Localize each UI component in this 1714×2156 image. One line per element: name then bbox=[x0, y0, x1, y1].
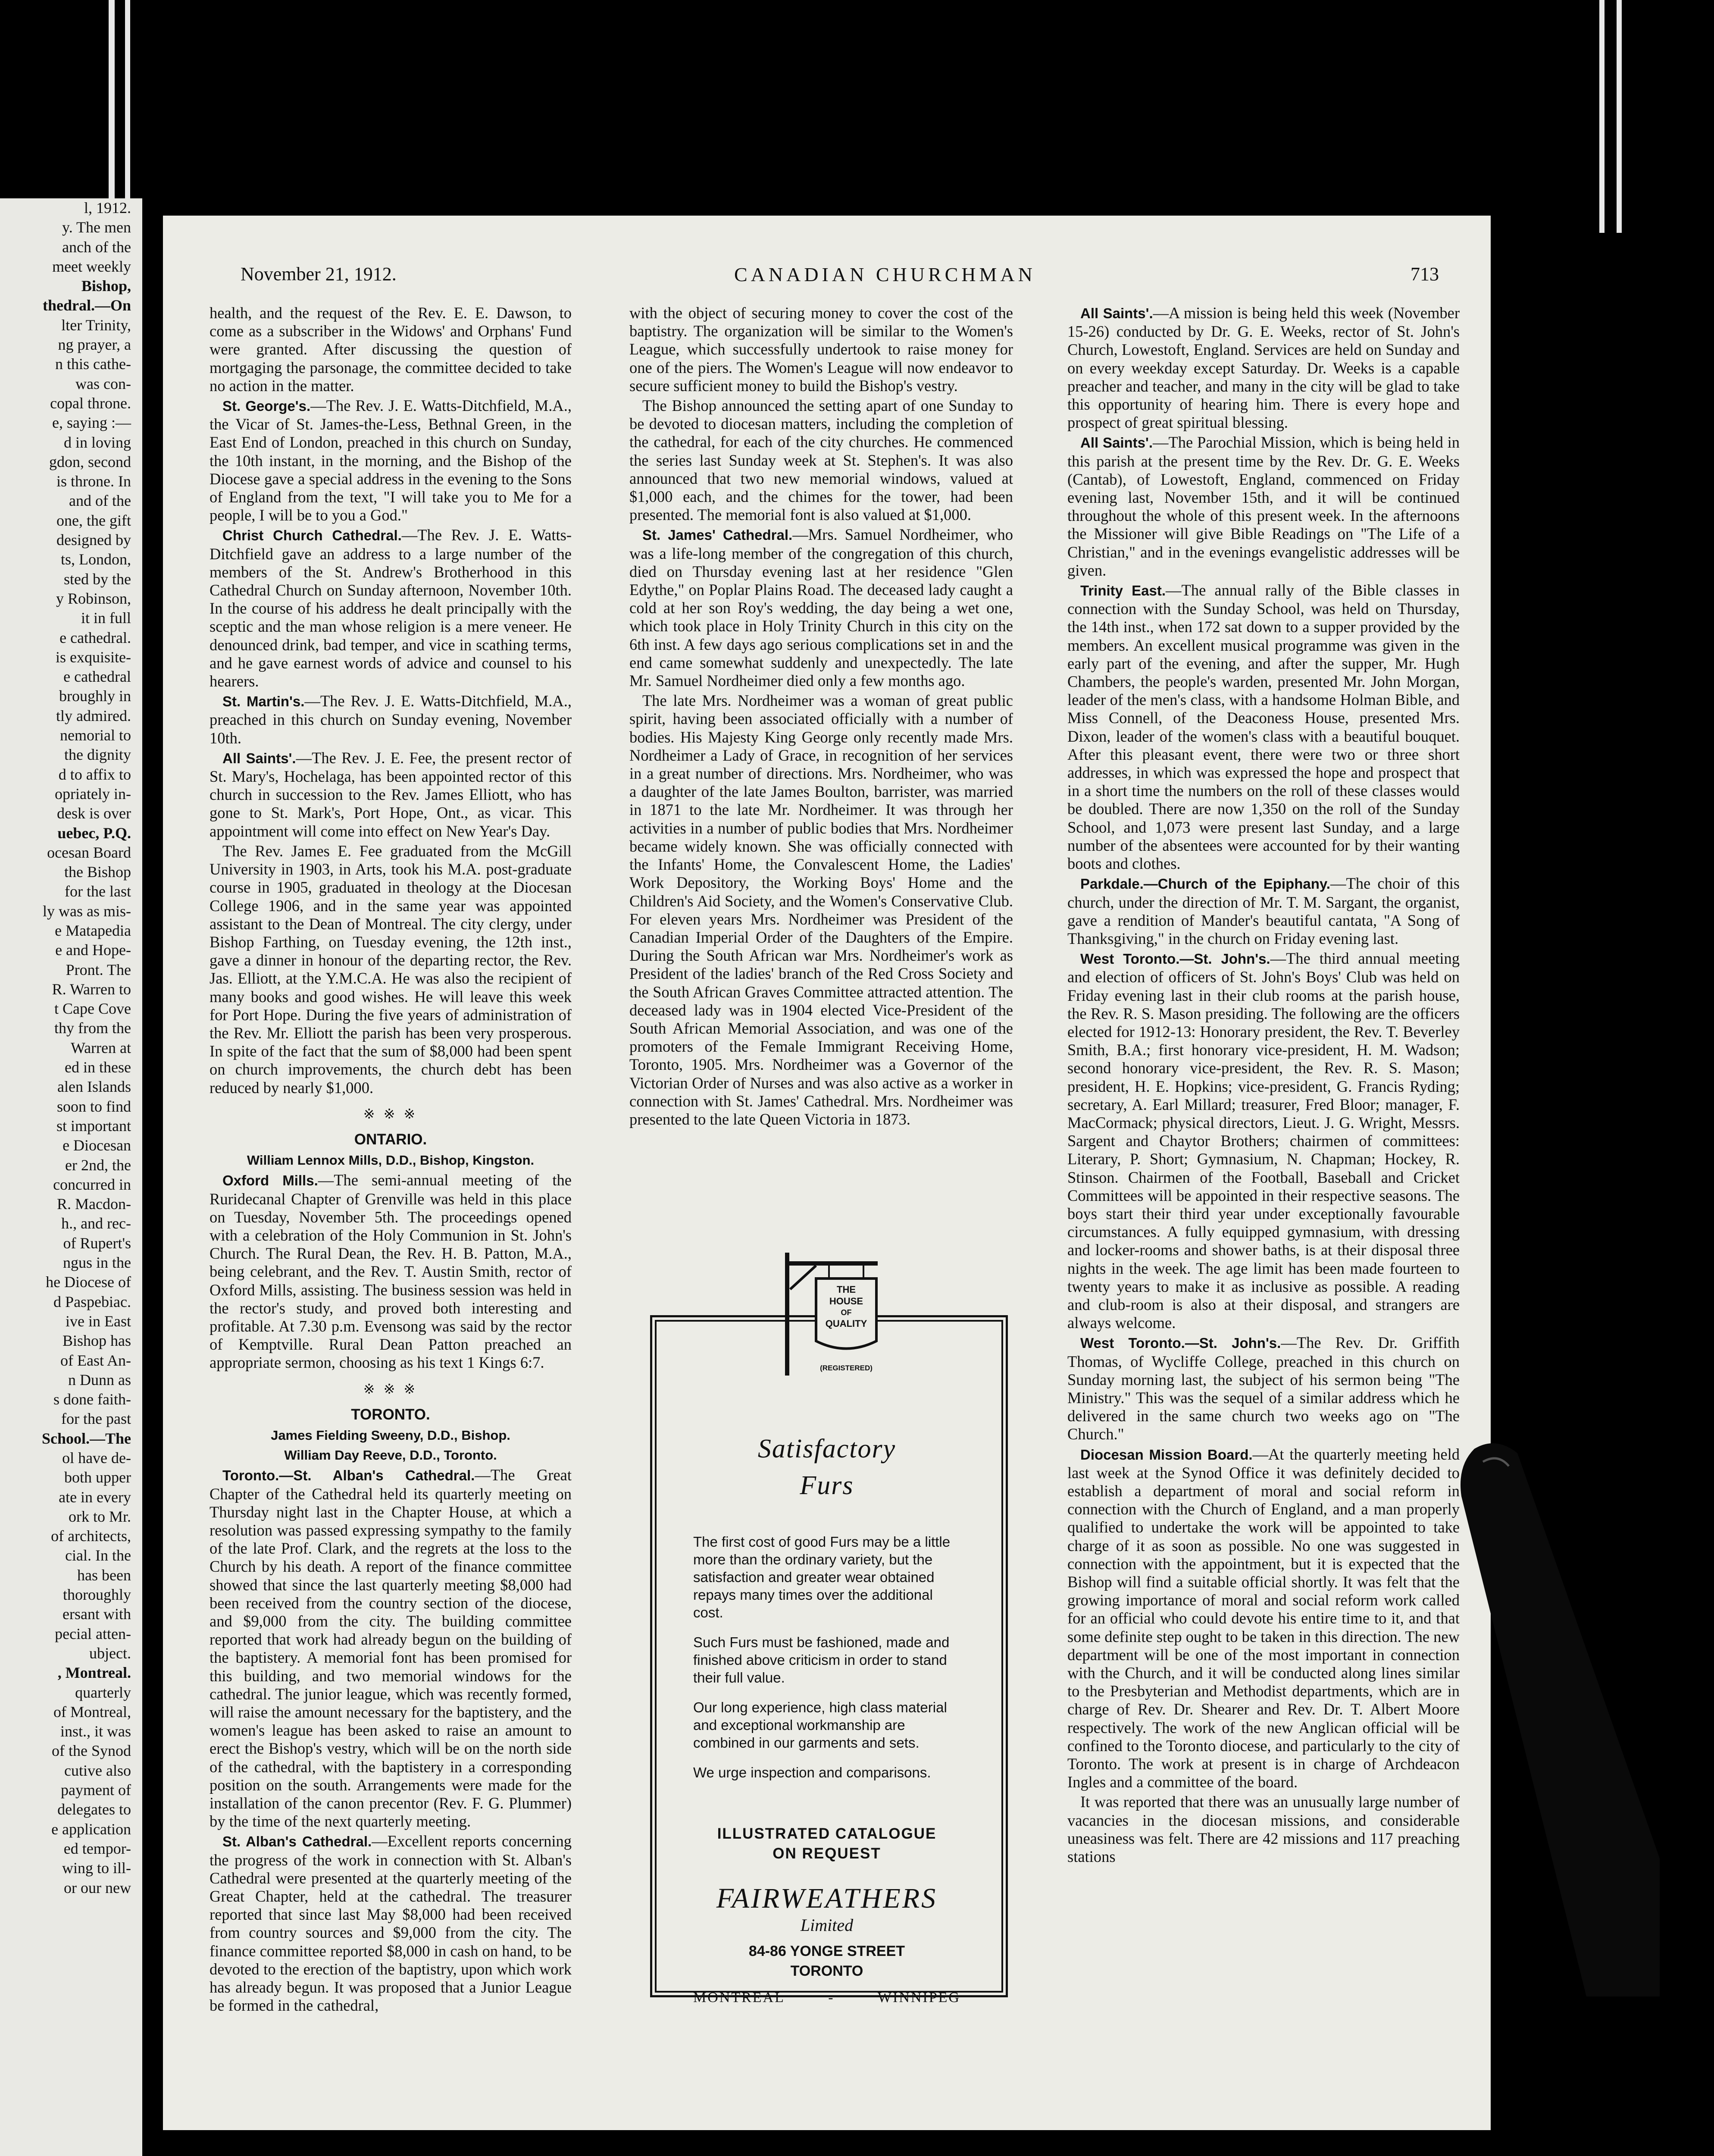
scan-bar-left bbox=[109, 0, 115, 224]
article-column-3 bbox=[1067, 304, 1460, 1868]
facing-page-line: e Matapedia bbox=[55, 921, 131, 939]
scan-bar-right-2 bbox=[1617, 0, 1622, 233]
facing-page-line: ngus in the bbox=[63, 1254, 131, 1272]
bishop-line: William Lennox Mills, D.D., Bishop, Kingston. bbox=[247, 1153, 535, 1168]
article-heading: Christ Church Cathedral. bbox=[222, 527, 402, 544]
catalogue-line-1: ILLUSTRATED CATALOGUE bbox=[717, 1825, 937, 1842]
advertiser-name: FAIRWEATHERS bbox=[716, 1883, 938, 1914]
ad-paragraph: We urge inspection and comparisons. bbox=[693, 1764, 931, 1780]
sign-line-1: THE bbox=[837, 1284, 856, 1295]
section-ornament: ※ ※ ※ bbox=[363, 1381, 418, 1397]
facing-page-line: d in loving bbox=[63, 433, 131, 451]
facing-page-line: d to affix to bbox=[58, 765, 131, 783]
article-paragraph bbox=[210, 842, 572, 1097]
facing-page-line: y. The men bbox=[62, 219, 131, 236]
facing-page-line: s done faith- bbox=[53, 1391, 131, 1408]
article-paragraph bbox=[210, 526, 572, 690]
article-text: —A mission is being held this week (November 15-26) conducted by Dr. G. E. Weeks, rector of St. John's Church, Lowestoft, England. Services are held on Sunday and on every weekday except Saturday. Dr. Weeks is a capable preacher and teacher, and many in the city will be glad to take this opportunity of hearing him. There is every hope and prospect of great spiritual blessing. bbox=[1067, 304, 1460, 432]
article-paragraph bbox=[629, 397, 1013, 524]
article-paragraph bbox=[1067, 1445, 1460, 1792]
facing-page-line: it in full bbox=[81, 609, 131, 627]
facing-page-line: n this cathe- bbox=[55, 355, 131, 373]
article-text: The Bishop announced the setting apart of one Sunday to be devoted to diocesan matters, including the completion of the cathedral, for each of the city churches. He commenced the series last Sunday week at St. Stephen's. It was also announced that two new memorial windows, valued at $1,000 each, and the chimes for the tower, had been presented. The memorial font is also valued at $1,000. bbox=[629, 397, 1013, 524]
facing-page-line: alen Islands bbox=[57, 1078, 131, 1096]
facing-page-line: wing to ill- bbox=[62, 1859, 131, 1877]
article-text: —The choir of this church, under the direction of Mr. T. M. Sargant, the organist, gave a rendition of Mander's beautiful cantata, "A Song of Thanksgiving," in the church on Friday evening last. bbox=[1067, 874, 1460, 947]
facing-page-line: Bishop has bbox=[62, 1332, 131, 1350]
facing-page-line: n Dunn as bbox=[68, 1371, 131, 1388]
facing-page-line: tly admired. bbox=[56, 707, 131, 724]
facing-page-line: ate in every bbox=[59, 1488, 131, 1506]
facing-page-line: uebec, P.Q. bbox=[57, 824, 131, 842]
facing-page-line: desk is over bbox=[57, 805, 131, 822]
facing-page-line: the Bishop bbox=[64, 863, 131, 881]
facing-page-line: of Rupert's bbox=[63, 1234, 131, 1252]
article-text: —The annual rally of the Bible classes in connection with the Sunday School, was held on Thursday, the 14th inst., when 172 sat down to a supper provided by the members. An excellent musical programme was given in the early part of the evening, and after the supper, Mr. Hugh Chambers, the people's warden, presented Mr. John Morgan, leader of the men's class, with a handsome Holman Bible, and Miss Connell, of the Deaconess House, presented Mrs. Dixon, leader of the women's class with a beautiful bouquet. After this pleasant event, there were two or three short addresses, in which was expressed the hope and prospect that in a short time the numbers on the roll of these classes would be doubled. There are now 1,350 on the roll of the Sunday School, and 1,073 were present last Sunday, and a large number of the absentees were accounted for by their wanting boots and clothes. bbox=[1067, 581, 1460, 873]
catalogue-line-2: ON REQUEST bbox=[773, 1845, 881, 1862]
facing-page-line: was con- bbox=[75, 375, 131, 392]
facing-page-line: and of the bbox=[69, 492, 131, 510]
sign-line-3: OF bbox=[841, 1308, 852, 1317]
article-heading: All Saints'. bbox=[222, 750, 296, 766]
ad-headline-1: Satisfactory bbox=[757, 1434, 896, 1463]
facing-page-line: R. Warren to bbox=[52, 980, 131, 998]
article-heading: St. George's. bbox=[222, 398, 311, 414]
facing-page-line: ol have de- bbox=[62, 1449, 131, 1467]
facing-page-line: for the past bbox=[61, 1410, 131, 1428]
facing-page-line: h., and rec- bbox=[61, 1215, 131, 1232]
article-paragraph bbox=[210, 692, 572, 747]
article-paragraph bbox=[210, 1466, 572, 1830]
article-paragraph bbox=[210, 397, 572, 524]
facing-page-line: ork to Mr. bbox=[68, 1507, 131, 1525]
facing-page-line: School.—The bbox=[41, 1429, 131, 1447]
scan-bar-right bbox=[1599, 0, 1605, 233]
article-heading: All Saints'. bbox=[1080, 435, 1153, 451]
facing-page-line: sted by the bbox=[64, 570, 131, 588]
article-text: —The Rev. J. E. Fee, the present rector of St. Mary's, Hochelaga, has been appointed rector of this church in succession to the Rev. James Elliott, who has gone to St. Mark's, Port Hope, Ont., as vicar. This appointment will come into effect on New Year's Day. bbox=[210, 749, 572, 840]
facing-page-line: Pront. The bbox=[66, 961, 131, 978]
article-heading: Parkdale.—Church of the Epiphany. bbox=[1080, 876, 1330, 892]
article-text: The late Mrs. Nordheimer was a woman of great public spirit, having been associated officially with a number of bodies. His Majesty King George only recently made Mrs. Nordheimer a Lady of Grace, in recognition of her services in a great number of directions. Mrs. Nordheimer, who was a daughter of the late James Boulton, barrister, was married in 1871 to the late Mr. Nordheimer. It was through her activities in a number of public bodies that Mrs. Nordheimer became widely known. She was officially connected with the Infants' Home, the Convalescent Home, the Ladies' Work Depository, the Working Boys' Home and the Children's Aid Society, and the Women's Conservative Club. For eleven years Mrs. Nordheimer was President of the Canadian Imperial Order of the Daughters of the Empire. During the South African war Mrs. Nordheimer's work as President of the ladies' branch of the Red Cross Society and the South African Graves Committee attracted attention. The deceased lady was in 1904 elected Vice-President of the South African Memorial Association, and was one of the promoters of the Female Immigrant Receiving Home, Toronto, 1905. Mrs. Nordheimer was a Governor of the Victorian Order of Nurses and was also active as a worker in connection with St. James' Cathedral. Mrs. Nordheimer was presented to the late Queen Victoria in 1873. bbox=[629, 692, 1013, 1128]
facing-page-line: thy from the bbox=[54, 1019, 131, 1037]
bishop-line: James Fielding Sweeny, D.D., Bishop. bbox=[271, 1427, 510, 1443]
facing-page-line: quarterly bbox=[75, 1683, 131, 1701]
facing-page-line: ocesan Board bbox=[47, 843, 131, 861]
city: TORONTO bbox=[790, 1963, 863, 1979]
facing-page-line: he Diocese of bbox=[46, 1273, 131, 1291]
facing-page-line: gdon, second bbox=[49, 453, 131, 470]
article-text: —The Rev. Dr. Griffith Thomas, of Wycliffe College, preached in this church on Sunday morning last, the subject of his sermon being "The Ministry." This was the sequel of a similar address which he delivered in the same church two weeks ago on "The Church." bbox=[1067, 1334, 1460, 1443]
article-heading: St. James' Cathedral. bbox=[642, 527, 793, 543]
article-heading: West Toronto.—St. John's. bbox=[1080, 1335, 1281, 1351]
article-text: —Excellent reports concerning the progress of the work in connection with St. Alban's Cathedral were presented at the quarterly meeting of the Great Chapter, held at the cathedral. The treasurer reported that since last May $8,000 had been received from country sources and $9,000 from the city. The finance committee reported $8,000 in cash on hand, to be devoted to the erection of the baptistry, upon which work has already begun. It was proposed that a Junior League be formed in the cathedral, bbox=[210, 1832, 572, 2015]
article-paragraph bbox=[210, 749, 572, 840]
facing-page-line: e, saying :— bbox=[52, 414, 131, 432]
facing-page-line: st important bbox=[56, 1117, 131, 1134]
facing-page-line: e cathedral bbox=[63, 668, 131, 686]
diocese-heading: ONTARIO. bbox=[354, 1131, 427, 1148]
facing-page-line: , Montreal. bbox=[57, 1664, 131, 1682]
facing-page-line: for the last bbox=[65, 883, 131, 900]
article-heading: St. Martin's. bbox=[222, 693, 305, 710]
branch-winnipeg: WINNIPEG bbox=[877, 1990, 960, 2006]
facing-page-line: concurred in bbox=[53, 1175, 131, 1193]
article-paragraph bbox=[629, 526, 1013, 690]
facing-page-line: anch of the bbox=[62, 238, 131, 256]
facing-page-line: broughly in bbox=[59, 687, 131, 705]
facing-page-line: cutive also bbox=[64, 1761, 131, 1779]
ad-paragraph: Our long experience, high class material and exceptional workmanship are combined in our garments and sets. bbox=[693, 1699, 947, 1751]
article-paragraph bbox=[1067, 304, 1460, 432]
article-paragraph bbox=[1067, 581, 1460, 873]
facing-page-line: is throne. In bbox=[56, 473, 131, 490]
article-text: —The Rev. J. E. Watts-Ditchfield, M.A., preached in this church on Sunday evening, November 10th. bbox=[210, 692, 572, 747]
sign-line-2: HOUSE bbox=[829, 1296, 863, 1307]
facing-page-line: of Montreal, bbox=[53, 1703, 131, 1720]
article-text: The Rev. James E. Fee graduated from the McGill University in 1903, in Arts, took his M.A. post-graduate course in 1905, graduated in theology at the Diocesan College 1906, and in the same year was appointed assistant to the Dean of Montreal. The city clergy, under Bishop Farthing, on Tuesday evening, the 12th inst., gave a dinner in honour of the departing rector, the Rev. Jas. Elliott, at the Y.M.C.A. He was also the recipient of many books and good wishes. He will leave this week for Port Hope. During the five years of administration of the Rev. Mr. Elliott the parish has been very prosperous. In spite of the fact that the sum of $8,000 had been spent on church improvements, the church debt has been reduced by nearly $1,000. bbox=[210, 842, 572, 1097]
article-text: with the object of securing money to cover the cost of the baptistry. The organization will be similar to the Women's League, which successfully undertook to raise money for one of the piers. The Women's League will now endeavor to secure sufficient money to build the Bishop's vestry. bbox=[629, 304, 1013, 395]
facing-page-line: er 2nd, the bbox=[65, 1156, 131, 1174]
ad-paragraph: Such Furs must be fashioned, made and finished above criticism in order to stand their full value. bbox=[693, 1634, 950, 1686]
article-text: —The Parochial Mission, which is being held in this parish at the present time by the Rev. Dr. G. E. Weeks (Cantab), of Lowestoft, England, commenced on Friday evening last, November 15th, and it will be continued throughout the whole of this present week. In the afternoons the Missioner will give Bible Readings on "The Life of a Christian," and in the evenings evangelistic addresses will be given. bbox=[1067, 433, 1460, 579]
article-paragraph bbox=[210, 304, 572, 395]
page-number: 713 bbox=[1411, 263, 1439, 285]
article-paragraph bbox=[1067, 433, 1460, 580]
facing-page-line: ive in East bbox=[66, 1312, 131, 1330]
issue-date: November 21, 1912. bbox=[241, 263, 397, 285]
facing-page-line: thoroughly bbox=[63, 1586, 131, 1604]
facing-page-line: one, the gift bbox=[56, 511, 131, 529]
facing-page-line: ersant with bbox=[63, 1605, 131, 1623]
article-text: —At the quarterly meeting held last week at the Synod Office it was definitely decided to establish a department of moral and social reform in connection with the Church of England, and a man properly qualified to undertake the work will be appointed to take charge of it as soon as possible. No one was suggested in connection with the appointment, but it is expected that the Bishop will find a suitable official shortly. It was felt that the growing importance of moral and social reform work called for an official who could devote his entire time to it, and that some definite step ought to be taken in this direction. The new department will be one of the most important in connection with the Church, and it will be conducted along lines similar to the Presbyterian and Methodist departments, which are in charge of Rev. Dr. Shearer and Rev. Dr. T. Albert Moore respectively. The work of the new Anglican official will be confined to the Toronto diocese, and particularly to the city of Toronto. The work at present is in charge of Archdeacon Ingles and a committee of the board. bbox=[1067, 1445, 1460, 1791]
article-text: —The third annual meeting and election of officers of St. John's Boys' Club was held on Friday evening last in their club rooms at the parish house, the Rev. R. S. Mason presiding. The following are the officers elected for 1912-13: Honorary president, the Rev. T. Beverley Smith, B.A.; first honorary vice-president, H. M. Wadson; second honorary vice-president, the Rev. R. S. Mason; president, H. E. Hopkins; vice-president, G. Francis Ryding; secretary, A. Earl Millard; treasurer, Fred Bloor; manager, F. MacCormack; physical directors, Lieut. J. G. Wright, Messrs. Sargent and Chaytor Brothers; chairmen of committees: Literary, P. Short; Gymnasium, N. Chapman; Hockey, R. Stinson. Chairmen of the Football, Baseball and Cricket Committees will be appointed in their respective seasons. The boys start their third year under exceptionally favourable circumstances. A fully equipped gymnasium, with dressing and locker-rooms and shower baths, is at their disposal three nights in the week. The age limit has been made fourteen to twenty years to make it as inclusive as possible. A reading and club-room is also at their disposal, and strangers are always welcome. bbox=[1067, 950, 1460, 1332]
advertiser-address bbox=[693, 1941, 960, 1981]
facing-page-line: of East An- bbox=[60, 1351, 131, 1369]
section-ornament: ※ ※ ※ bbox=[363, 1106, 418, 1122]
newspaper-page bbox=[163, 216, 1491, 2130]
finger-silhouette bbox=[1457, 1436, 1664, 1996]
ad-headline-2: Furs bbox=[800, 1471, 854, 1500]
article-text: It was reported that there was an unusually large number of vacancies in the diocesan missions, and considerable uneasiness was felt. There are 42 missions and 117 preaching stations bbox=[1067, 1793, 1460, 1866]
facing-page-line: d Paspebiac. bbox=[53, 1293, 131, 1310]
article-paragraph bbox=[1067, 874, 1460, 948]
scan-bar-left-2 bbox=[125, 0, 130, 224]
facing-page-line: e and Hope- bbox=[55, 941, 131, 959]
facing-page-line: ts, London, bbox=[60, 551, 131, 568]
facing-page-line: cial. In the bbox=[65, 1547, 131, 1564]
ad-paragraph: The first cost of good Furs may be a little more than the ordinary variety, but the satisfaction and greater wear obtained repays many times over the additional cost. bbox=[693, 1534, 951, 1620]
facing-page-line: e application bbox=[51, 1820, 131, 1838]
article-text: health, and the request of the Rev. E. E. Dawson, to come as a subscriber in the Widows' and Orphans' Fund were granted. After discussing the question of mortgaging the parsonage, the committee decided to take no action in the matter. bbox=[210, 304, 572, 395]
sign-registered: (REGISTERED) bbox=[820, 1364, 873, 1372]
hanging-sign-icon bbox=[782, 1248, 881, 1378]
publication-title: CANADIAN CHURCHMAN bbox=[734, 263, 1036, 285]
running-head bbox=[241, 263, 1439, 289]
facing-page-line: ng prayer, a bbox=[58, 336, 131, 354]
article-paragraph bbox=[1067, 1793, 1460, 1866]
facing-page-line: R. Macdon- bbox=[57, 1195, 131, 1213]
facing-page-line: thedral.—On bbox=[42, 297, 131, 314]
article-heading: Toronto.—St. Alban's Cathedral. bbox=[222, 1467, 475, 1484]
article-heading: Trinity East. bbox=[1080, 583, 1166, 599]
article-text: —The Rev. J. E. Watts-Ditchfield gave an address to a large number of the members of the St. Andrew's Brotherhood in this Cathedral Church on Sunday afternoon, November 10th. In the course of his address he dealt principally with the sceptic and the man whose religion is a mere veneer. He denounced drink, bad temper, and vice in scathing terms, and he gave earnest words of advice and counsel to his hearers. bbox=[210, 526, 572, 690]
bishop-line: William Day Reeve, D.D., Toronto. bbox=[284, 1448, 497, 1463]
facing-page-line: inst., it was bbox=[60, 1723, 131, 1740]
branch-cities bbox=[693, 1990, 960, 2006]
article-paragraph bbox=[1067, 1334, 1460, 1443]
article-column-1 bbox=[210, 304, 572, 2016]
branch-montreal: MONTREAL bbox=[693, 1990, 785, 2006]
facing-page-line: t Cape Cove bbox=[54, 1000, 131, 1018]
facing-page-line: opriately in- bbox=[55, 785, 131, 802]
facing-page-line: Warren at bbox=[70, 1039, 131, 1056]
facing-page-line: of architects, bbox=[51, 1527, 131, 1545]
facing-page-line: pecial atten- bbox=[55, 1625, 131, 1642]
facing-page-line: has been bbox=[77, 1566, 131, 1584]
branch-separator: - bbox=[828, 1990, 835, 2006]
facing-page-line: ubject. bbox=[89, 1644, 131, 1662]
facing-page-line: or our new bbox=[64, 1879, 131, 1896]
facing-page-line: ly was as mis- bbox=[43, 902, 131, 920]
facing-page-line: nemorial to bbox=[60, 727, 131, 744]
article-heading: All Saints'. bbox=[1080, 305, 1153, 321]
facing-page-line: is exquisite- bbox=[56, 648, 131, 666]
article-text: —The semi-annual meeting of the Ruridecanal Chapter of Grenville was held in this place on Tuesday, November 5th. The proceedings opened with a celebration of the Holy Communion in St. John's Church. The Rural Dean, the Rev. H. B. Patton, M.A., being celebrant, and the Rev. T. Austin Smith, rector of Oxford Mills, assisting. The business session was held in the rector's study, and proved both interesting and profitable. At 7.30 p.m. Evensong was said by the rector of Kemptville. Rural Dean Patton preached an appropriate sermon, choosing as his text 1 Kings 6:7. bbox=[210, 1171, 572, 1372]
facing-page-line: of the Synod bbox=[52, 1742, 131, 1760]
facing-page-line: copal throne. bbox=[50, 394, 131, 412]
fur-advertisement bbox=[650, 1248, 1006, 2006]
article-paragraph bbox=[629, 304, 1013, 395]
sign-line-4: QUALITY bbox=[825, 1318, 867, 1329]
article-heading: St. Alban's Cathedral. bbox=[222, 1833, 372, 1850]
article-heading: West Toronto.—St. John's. bbox=[1080, 951, 1270, 967]
facing-page-line: ed tempor- bbox=[63, 1839, 131, 1857]
ad-body bbox=[693, 1533, 960, 1793]
advertiser-suffix: Limited bbox=[800, 1915, 854, 1935]
article-heading: Oxford Mills. bbox=[222, 1172, 318, 1189]
facing-page-line: the dignity bbox=[64, 746, 131, 764]
facing-page-line: Bishop, bbox=[81, 277, 131, 295]
article-paragraph bbox=[1067, 950, 1460, 1332]
facing-page-line: e cathedral. bbox=[59, 629, 131, 646]
article-paragraph bbox=[210, 1832, 572, 2015]
article-paragraph bbox=[629, 692, 1013, 1128]
article-heading: Diocesan Mission Board. bbox=[1080, 1446, 1253, 1463]
facing-page-line: e Diocesan bbox=[63, 1137, 131, 1154]
street-address: 84-86 YONGE STREET bbox=[748, 1943, 905, 1959]
facing-page-line: meet weekly bbox=[52, 257, 131, 275]
facing-page-line: payment of bbox=[61, 1781, 131, 1799]
facing-page-line: designed by bbox=[56, 531, 131, 549]
facing-page-line: both upper bbox=[64, 1469, 131, 1486]
facing-page-line: lter Trinity, bbox=[61, 316, 131, 334]
article-text: —Mrs. Samuel Nordheimer, who was a life-long member of the congregation of this church, died on Thursday evening last at her residence "Glen Edythe," on Poplar Plains Road. The deceased lady caught a cold at her son Roy's wedding, the day being a wet one, which took place in Holy Trinity Church in this city on the 6th inst. A few days ago serious complications set in and the end came somewhat suddenly and unexpectedly. The late Mr. Samuel Nordheimer died only a few months ago. bbox=[629, 526, 1013, 690]
article-paragraph bbox=[210, 1171, 572, 1372]
facing-page-line: ed in these bbox=[65, 1059, 131, 1076]
facing-page-line: delegates to bbox=[57, 1801, 131, 1818]
article-text: —The Rev. J. E. Watts-Ditchfield, M.A., the Vicar of St. James-the-Less, Bethnal Green, in the East End of London, preached in this church on Sunday, the 10th instant, in the morning, and the Bishop of the Diocese gave a special address in the evening to the Sons of England from the text, "I will take you to Me for a people, I will be to you a God." bbox=[210, 397, 572, 524]
article-column-2 bbox=[629, 304, 1013, 1130]
ad-catalogue-note bbox=[693, 1824, 960, 1864]
facing-page-line: soon to find bbox=[56, 1097, 131, 1115]
facing-page-line: l, 1912. bbox=[84, 199, 131, 216]
diocese-heading: TORONTO. bbox=[351, 1406, 430, 1423]
facing-page-fragment bbox=[0, 198, 142, 2156]
facing-page-line: y Robinson, bbox=[56, 589, 131, 607]
article-text: —The Great Chapter of the Cathedral held its quarterly meeting on Thursday night last in the Chapter House, at which a resolution was passed expressing sympathy to the family of the late Prof. Clark, and the regrets at the loss to the Church by his death. A report of the finance committee showed that since the last quarterly meeting $8,000 had been received from the country section of the diocese, and $9,000 from the city. The building committee reported that work had already begun on the building of the baptistery. A memorial font has been promised for this building, and two memorial windows for the cathedral. The junior league, which was recently formed, will raise the amount necessary for the baptistery, and the women's league has been asked to raise an amount to erect the Bishop's vestry, which will be on the north side of the cathedral, with the baptistery in a corresponding position on the south. Arrangements were made for the installation of the canon precentor (Rev. F. G. Plummer) by the time of the next quarterly meeting. bbox=[210, 1466, 572, 1830]
